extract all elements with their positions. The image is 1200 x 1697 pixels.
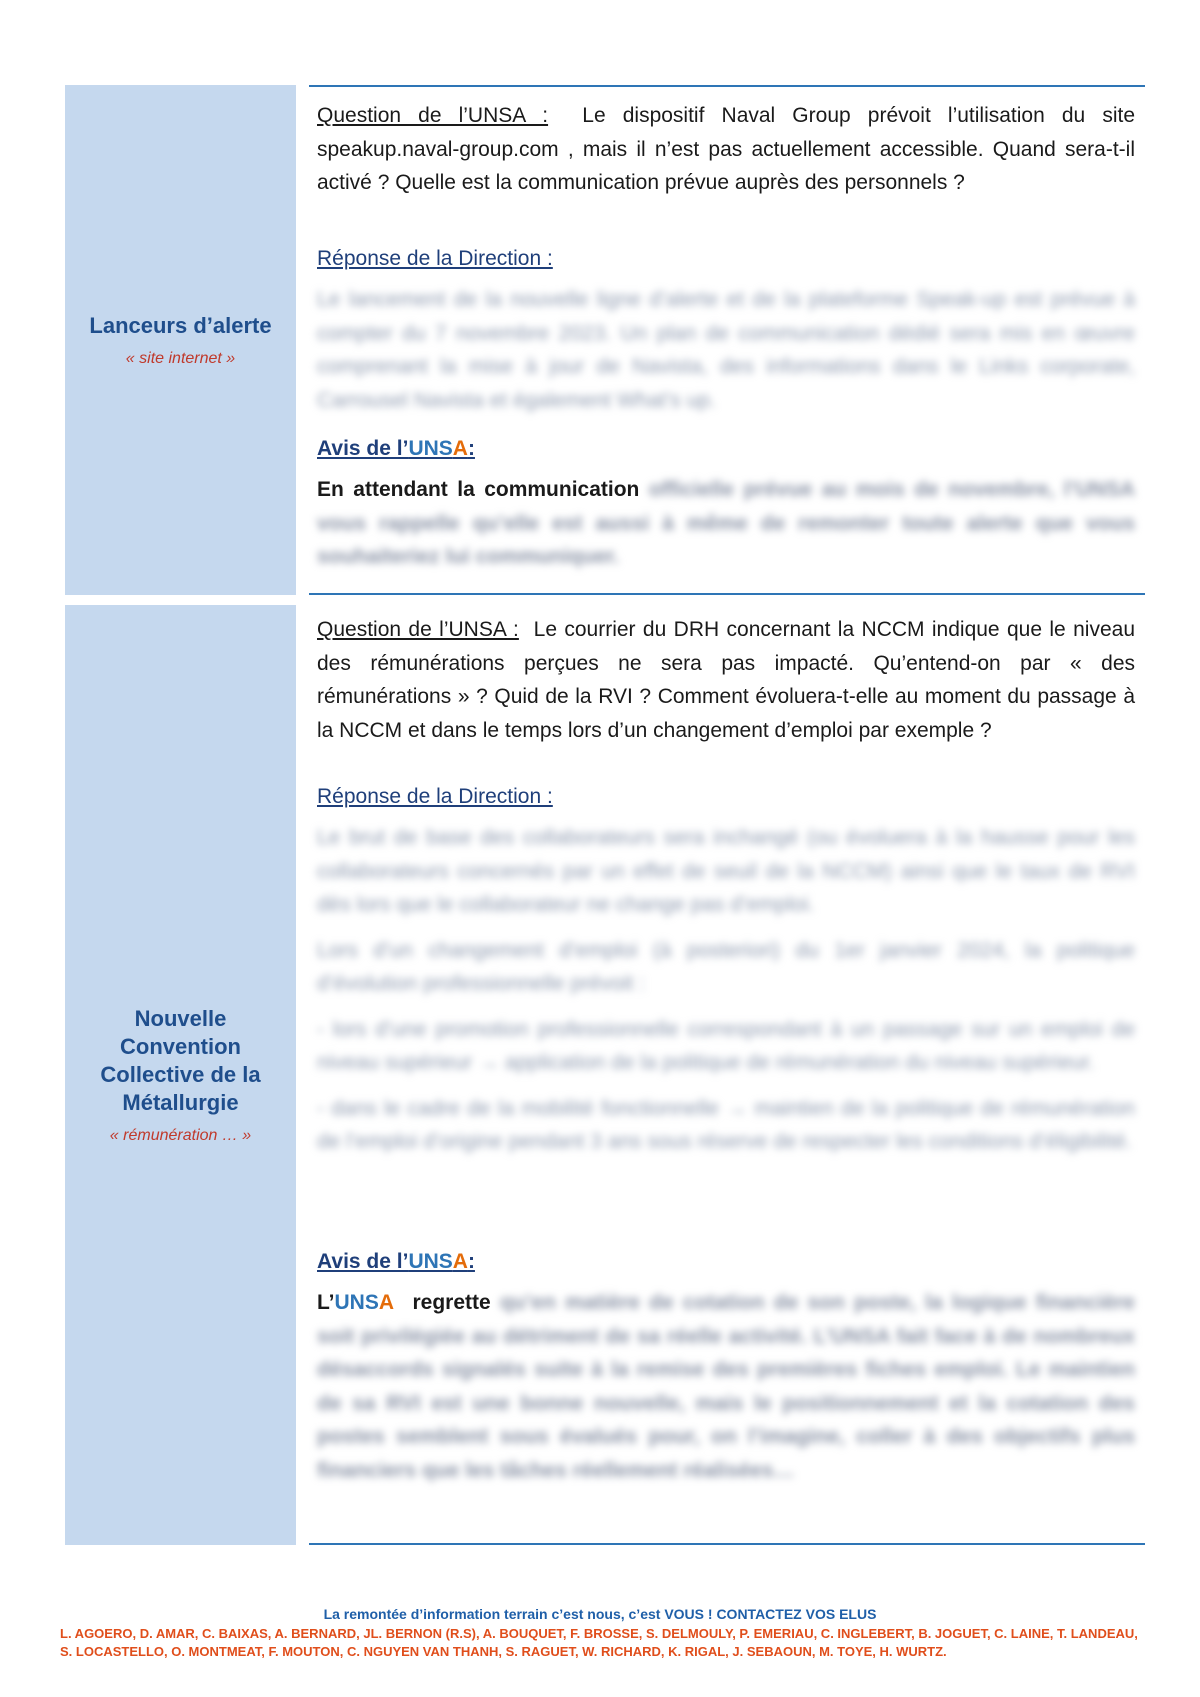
response-label: Réponse de la Direction : xyxy=(317,247,553,270)
response-paragraph: Le brut de base des collaborateurs sera inchangé (ou évoluera à la hausse pour les collaborateurs concernés par un effet de seuil de la NCCM) ainsi que le taux de RVI dès lors que le collaborateur ne change pas d’emploi. xyxy=(317,826,1135,916)
content-panel xyxy=(309,85,1145,595)
question-paragraph xyxy=(317,99,1135,200)
side-subtitle: « site internet » xyxy=(125,350,236,367)
opinion-verb: regrette xyxy=(412,1291,491,1314)
question-text: Le courrier du DRH concernant la NCCM indique que le niveau des rémunérations perçues ne sera pas impacté. Qu’entend-on par « des rémunérations » ? Quid de la RVI ? Comment évoluera-t-elle au moment du passage à la NCCM et dans le temps lors d’un changement d’emploi par exemple ? xyxy=(317,618,1135,742)
question-block xyxy=(317,613,1135,747)
response-paragraph: - lors d’une promotion professionnelle correspondant à un passage sur un emploi de niveau supérieur → application de la politique de rémunération du niveau supérieur. xyxy=(317,1017,1135,1074)
question-block xyxy=(317,99,1135,200)
side-label-panel xyxy=(65,85,296,595)
question-text: Le dispositif Naval Group prévoit l’utilisation du site speakup.naval-group.com , mais il n’est pas actuellement accessible. Quand sera-t-il activé ? Quelle est la communication prévue auprès des personnels ? xyxy=(317,104,1136,194)
avis-block xyxy=(317,1250,1135,1487)
response-label: Réponse de la Direction : xyxy=(317,785,553,808)
question-paragraph xyxy=(317,613,1135,747)
side-subtitle: « rémunération … » xyxy=(109,1127,252,1144)
avis-heading: Avis de l’UNSA: xyxy=(317,1250,475,1273)
content-panel xyxy=(309,605,1145,1545)
section-nccm xyxy=(65,605,1145,1545)
footer-elected-names: L. AGOERO, D. AMAR, C. BAIXAS, A. BERNARD, JL. BERNON (R.S), A. BOUQUET, F. BROSSE, S. DELMOULY, P. EMERIAU, C. INGLEBERT, B. JOGUET, C. LAINE, T. LANDEAU, S. LOCASTELLO, O. MONTMEAT, F. MOUTON, C. NGUYEN VAN THANH, S. RAGUET, W. RICHARD, K. RIGAL, J. SEBAOUN, M. TOYE, H. WURTZ. xyxy=(60,1626,1138,1659)
response-paragraph: Lors d’un changement d’emploi (à posteriori) du 1er janvier 2024, la politique d’évolution professionnelle prévoit : xyxy=(317,938,1135,995)
side-label-panel xyxy=(65,605,296,1545)
question-label: Question de l’UNSA : xyxy=(317,618,519,641)
response-block xyxy=(317,247,1135,417)
response-text: Le lancement de la nouvelle ligne d’alerte et de la plateforme Speak-up est prévue à compter du 7 novembre 2023. Un plan de communication dédié sera mis en œuvre comprenant la mise à jour de Navista, des informations dans le Links corporate, Carrousel Navista et également What’s up. xyxy=(317,288,1135,412)
question-label: Question de l’UNSA : xyxy=(317,104,549,127)
response-paragraph: - dans le cadre de la mobilité fonctionnelle → maintien de la politique de rémunération de l’emploi d’origine pendant 3 ans sous réserve de respecter les conditions d’éligibilité. xyxy=(317,1096,1135,1153)
opinion-lead: En attendant la communication xyxy=(317,478,640,501)
avis-heading: Avis de l’UNSA: xyxy=(317,437,475,460)
footer xyxy=(0,1606,1200,1661)
response-block xyxy=(317,785,1135,1159)
opinion-blurred: qu’en matière de cotation de son poste, la logique financière soit privilégiée au détriment de sa réelle activité. L’UNSA fait face à de nombreux désaccords signalés suite à la remise des premières fiches emploi. Le maintien de sa RVI est une bonne nouvelle, mais le positionnement et la cotation des postes semblent sous évalués pour, on l’imagine, coller à des objectifs plus financiers que les tâches réellement réalisées… xyxy=(317,1291,1135,1482)
avis-block xyxy=(317,437,1135,574)
opinion-paragraph xyxy=(317,473,1135,574)
side-title: Nouvelle Convention Collective de la Métallurgie xyxy=(100,1006,261,1115)
opinion-blurred: officielle prévue au mois de novembre, l’UNSA vous rappelle qu’elle est aussi à même de remonter toute alerte que vous souhaiteriez lui communiquer. xyxy=(317,478,1135,568)
opinion-paragraph: L’UNSA regrette qu’en matière de cotation de son poste, la logique financière soit privilégiée au détriment de sa réelle activité. L’UNSA fait face à de nombreux désaccords signalés suite à la remise des premières fiches emploi. Le maintien de sa RVI est une bonne nouvelle, mais le positionnement et la cotation des postes semblent sous évalués pour, on l’imagine, coller à des objectifs plus financiers que les tâches réellement réalisées… xyxy=(317,1291,1135,1482)
side-title: Lanceurs d’alerte xyxy=(89,313,272,338)
section-lanceurs-alerte xyxy=(65,85,1145,595)
footer-contact-line: La remontée d’information terrain c’est nous, c’est VOUS ! CONTACTEZ VOS ELUS xyxy=(323,1606,877,1622)
